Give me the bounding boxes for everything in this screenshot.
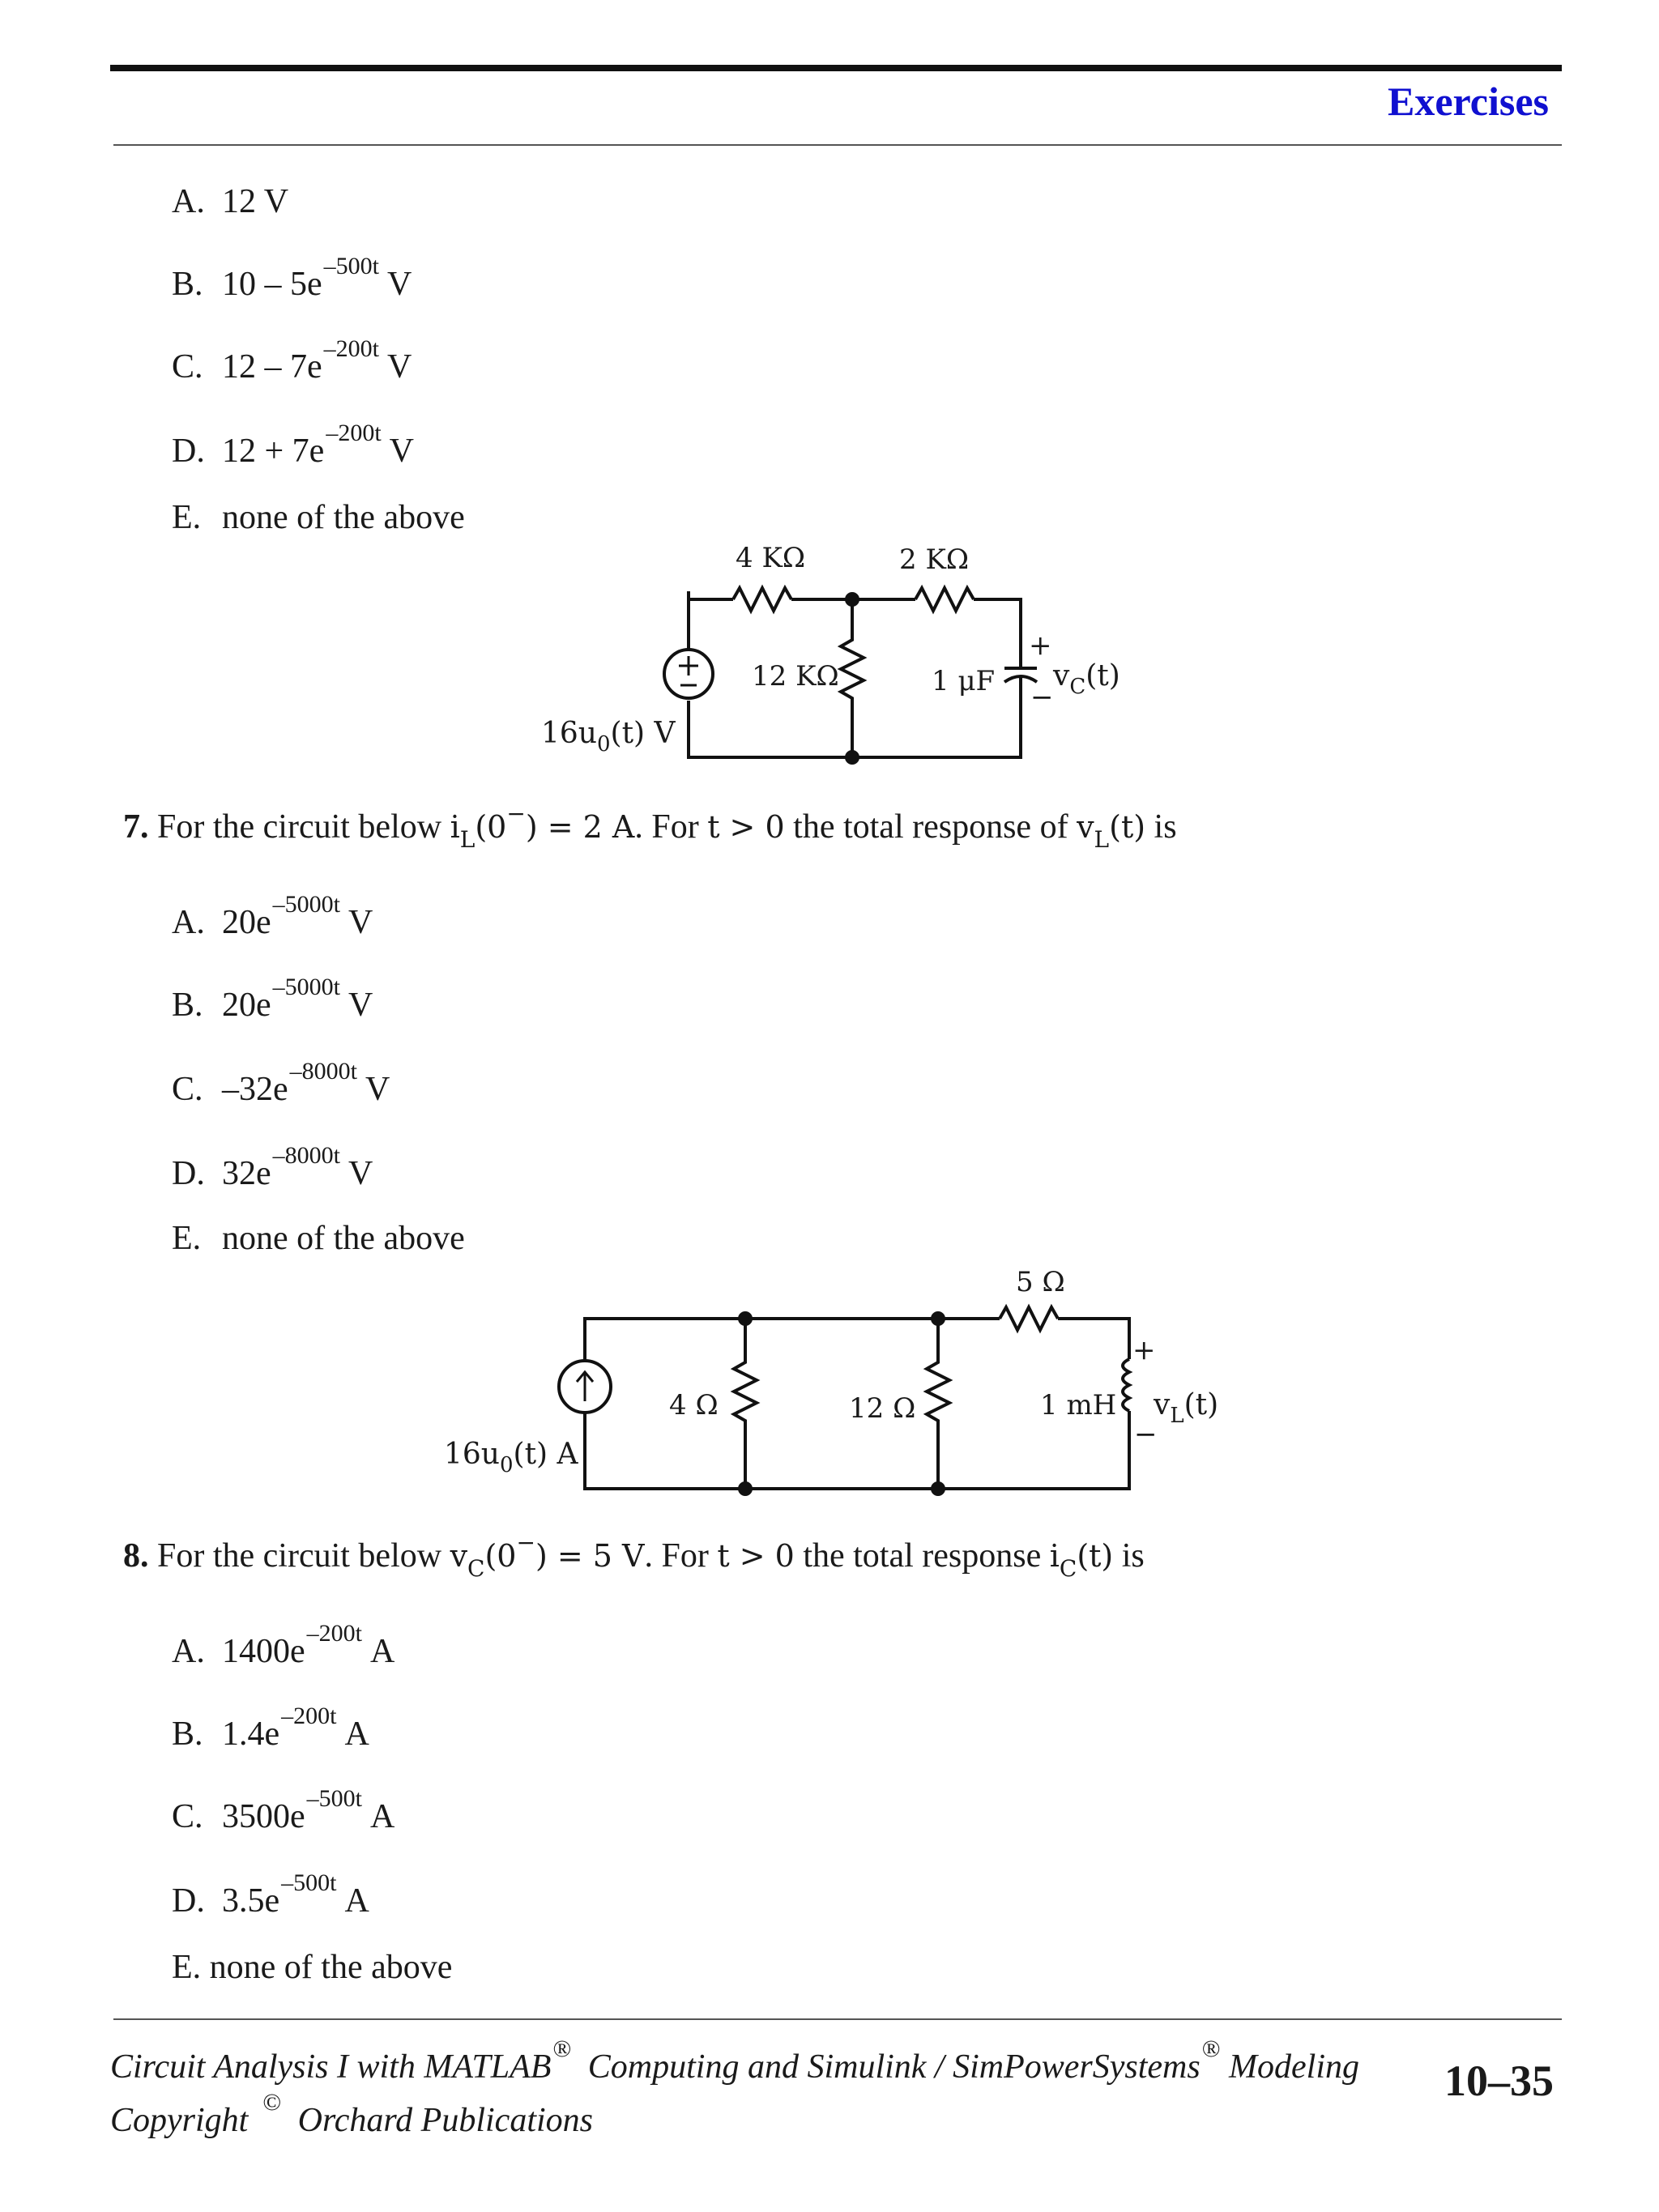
circuit1-r1-label: 4 KΩ (736, 542, 806, 574)
circuit1-source-plus (679, 656, 698, 676)
circuit2-r3 (1000, 1307, 1058, 1330)
circuit2-wire-right (1058, 1319, 1129, 1359)
q6-option-d: D. $12 + 7e^{-200t}$ V (172, 420, 415, 470)
circuit2-minus: − (1134, 1418, 1158, 1451)
question-8: 8. For the circuit below $v_C(0^-) = 5$ V. For t > 0 the total response $i_C(t)$ is (123, 1529, 1145, 1582)
q6-option-c: C. $12 - 7e^{-200t}$ V (172, 335, 412, 386)
page-number: 10–35 (1444, 2056, 1554, 2105)
circuit2-r1 (734, 1319, 757, 1489)
q8-option-e: E. none of the above (172, 1949, 453, 1986)
q7-option-b: B. $20e^{-5000t}$ V (172, 974, 373, 1024)
circuit1-r3 (841, 599, 864, 757)
q8-option-d: D. $3.5e^{-500t}$ A (172, 1869, 369, 1920)
circuit2-node (932, 1483, 944, 1494)
q7-option-e: E. none of the above (172, 1220, 465, 1257)
q8-option-b: B. $1.4e^{-200t}$ A (172, 1703, 369, 1753)
footer-divider (113, 2018, 1562, 2020)
q7-option-d: D. $32e^{-8000t}$ V (172, 1142, 373, 1192)
footer-line-2: Copyright © Orchard Publications (110, 2089, 594, 2139)
circuit2-node (932, 1313, 944, 1324)
circuit1-r2 (915, 588, 974, 611)
q8-option-c: C. $3500e^{-500t}$ A (172, 1785, 395, 1835)
circuit2-source-arrow (577, 1372, 593, 1401)
q7-option-c: C. $-32e^{-8000t}$ V (172, 1058, 390, 1108)
circuit2-source-label: $16u_0(t)$ A (444, 1438, 578, 1477)
q6-option-e: E. none of the above (172, 499, 465, 536)
circuit2-plus: + (1132, 1334, 1156, 1366)
circuit1-node (847, 594, 858, 605)
circuit2-inductor (1123, 1359, 1129, 1411)
circuit1-plus: + (1029, 629, 1052, 662)
circuit2-r2-label: 12 Ω (849, 1392, 916, 1425)
q8-option-a: A. $1400e^{-200t}$ A (172, 1620, 395, 1670)
circuit1-node (847, 752, 858, 763)
circuit1-vc-label: $v_C(t)$ (1053, 659, 1120, 699)
circuit1-wire-top (689, 591, 733, 599)
circuit2-r2 (927, 1319, 949, 1489)
circuit2-r3-label: 5 Ω (1016, 1266, 1065, 1298)
circuit2-vl-label: $v_L(t)$ (1154, 1388, 1219, 1428)
question-7: 7. For the circuit below $i_L(0^-) = 2$ A. For t > 0 the total response of $v_L(t)$ is (123, 800, 1177, 853)
circuit2-r1-label: 4 Ω (669, 1389, 719, 1421)
q6-option-a: A. 12 V (172, 183, 289, 220)
circuit1-minus: − (1030, 681, 1054, 714)
circuit2-node (740, 1313, 751, 1324)
circuit1-r1 (733, 588, 791, 611)
circuit1-r2-label: 2 KΩ (899, 543, 970, 576)
circuit1-cap-label: 1 μF (932, 665, 996, 697)
circuit2-node (740, 1483, 751, 1494)
circuit2-ind-label: 1 mH (1040, 1389, 1117, 1421)
q6-option-b: B. $10 - 5e^{-500t}$ V (172, 253, 412, 303)
footer-line-1: Circuit Analysis I with MATLAB® Computing and Simulink / SimPowerSystems® Modeling (110, 2035, 1359, 2086)
circuit1-wire-right (974, 599, 1021, 668)
circuit1-source-label: $16u_0(t)$ V (541, 717, 676, 757)
circuit1-r3-label: 12 KΩ (752, 660, 839, 693)
q7-option-a: A. $20e^{-5000t}$ V (172, 891, 373, 941)
section-title: Exercises (1387, 79, 1549, 124)
